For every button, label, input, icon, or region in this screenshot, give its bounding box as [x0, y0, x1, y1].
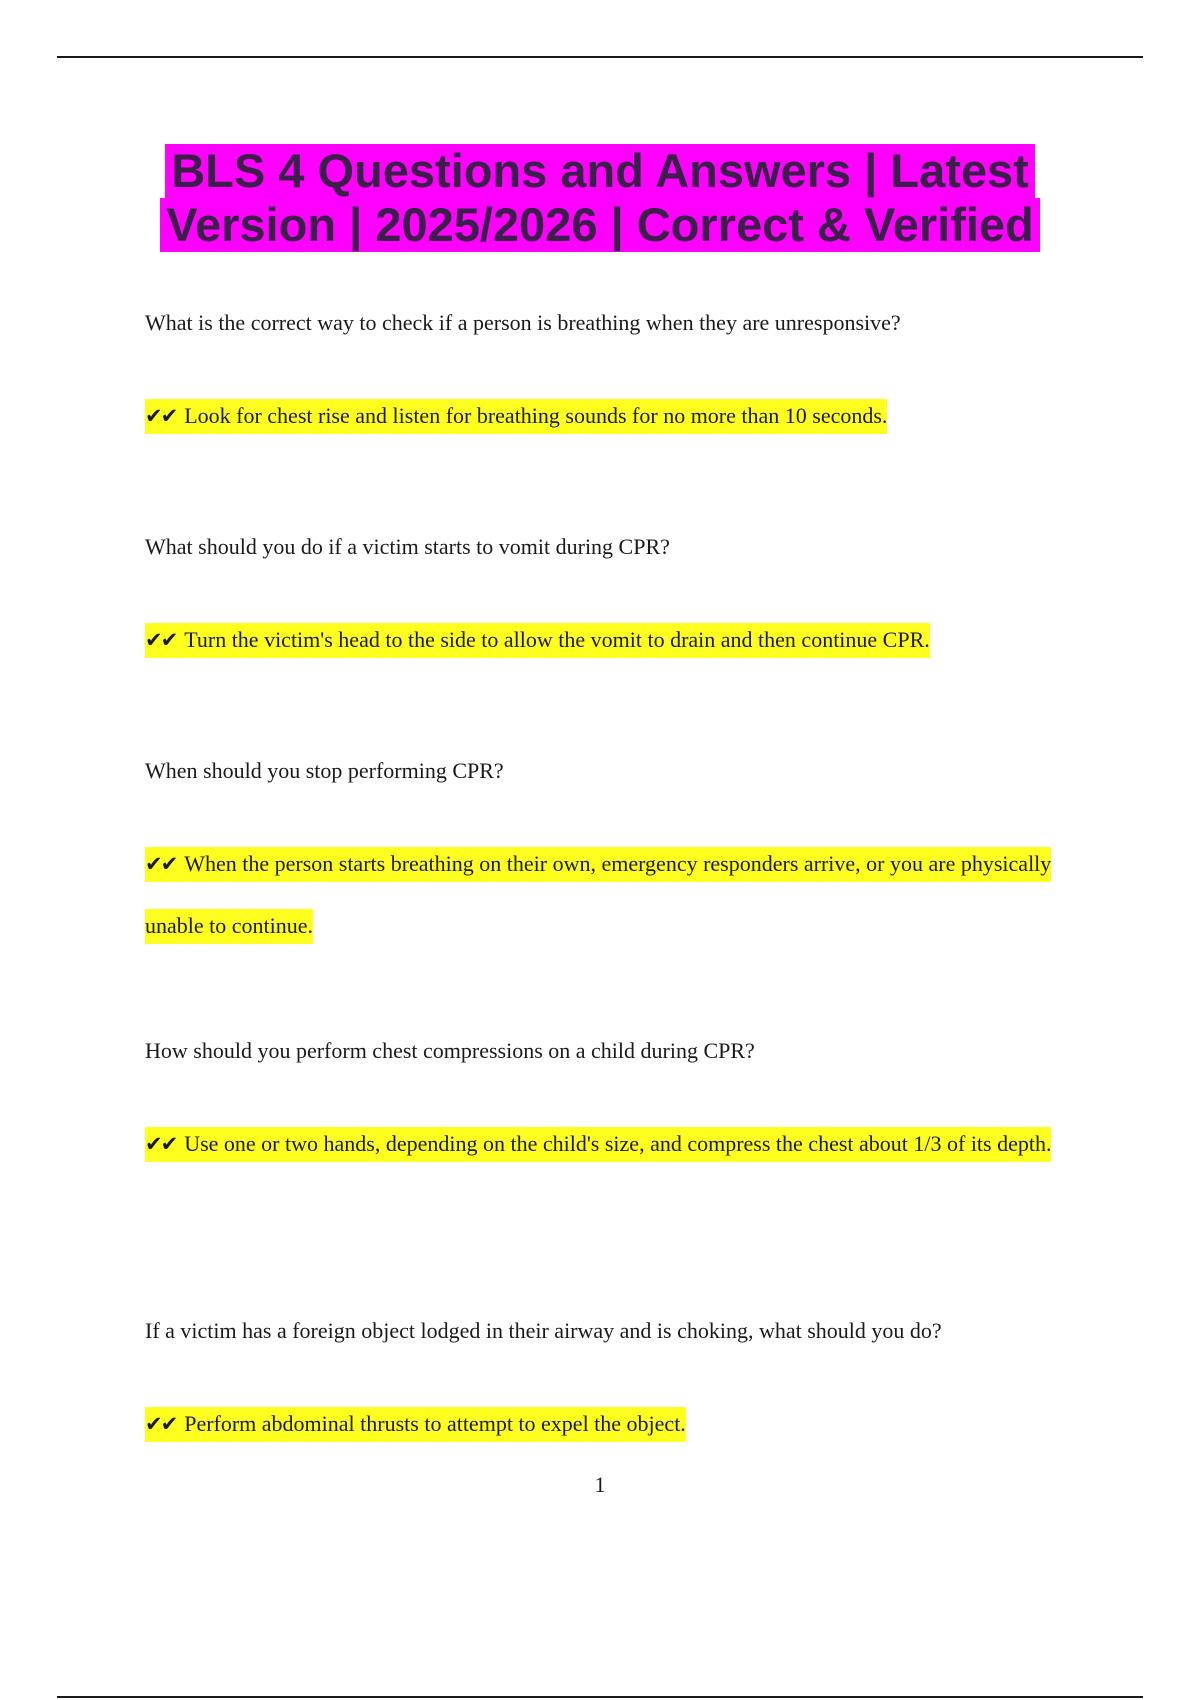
qa-item-4 — [145, 1036, 1085, 1175]
answer-highlight — [145, 1127, 1051, 1162]
qa-item-1 — [145, 308, 1085, 447]
answer-text: When the person starts breathing on their own, emergency responders arrive, or you are physically unable to continue. — [145, 851, 1052, 938]
question-text: If a victim has a foreign object lodged in their airway and is choking, what should you do? — [145, 1318, 942, 1343]
question-text: What should you do if a victim starts to vomit during CPR? — [145, 534, 670, 559]
top-rule — [57, 56, 1143, 58]
bottom-rule — [57, 1696, 1143, 1698]
answer-text: Look for chest rise and listen for breathing sounds for no more than 10 seconds. — [184, 403, 888, 428]
double-check-icon: ✔✔ — [145, 404, 177, 428]
answer-highlight — [145, 623, 930, 658]
answer — [145, 1113, 1085, 1175]
double-check-icon: ✔✔ — [145, 628, 177, 652]
title-line-2: Version | 2025/2026 | Correct & Verified — [160, 198, 1040, 252]
answer-highlight — [145, 399, 887, 434]
double-check-icon: ✔✔ — [145, 1412, 177, 1436]
answer — [145, 385, 1085, 447]
answer — [145, 1393, 1085, 1455]
double-check-icon: ✔✔ — [145, 1132, 177, 1156]
question-text: How should you perform chest compressions on a child during CPR? — [145, 1038, 755, 1063]
title-line-1: BLS 4 Questions and Answers | Latest — [165, 144, 1035, 198]
answer — [145, 833, 1085, 956]
answer — [145, 609, 1085, 671]
answer-highlight — [145, 1407, 686, 1442]
qa-item-2 — [145, 532, 1085, 671]
page-number: 1 — [594, 1472, 606, 1497]
double-check-icon: ✔✔ — [145, 852, 177, 876]
answer-highlight — [145, 847, 1051, 944]
question-text: When should you stop performing CPR? — [145, 758, 504, 783]
qa-item-5 — [145, 1316, 1085, 1455]
qa-item-3 — [145, 756, 1085, 956]
question-text: What is the correct way to check if a person is breathing when they are unresponsive? — [145, 310, 901, 335]
answer-text: Use one or two hands, depending on the child's size, and compress the chest about 1/3 of its depth. — [184, 1131, 1052, 1156]
document-title — [0, 144, 1200, 252]
answer-text: Perform abdominal thrusts to attempt to expel the object. — [184, 1411, 686, 1436]
answer-text: Turn the victim's head to the side to allow the vomit to drain and then continue CPR. — [184, 627, 930, 652]
